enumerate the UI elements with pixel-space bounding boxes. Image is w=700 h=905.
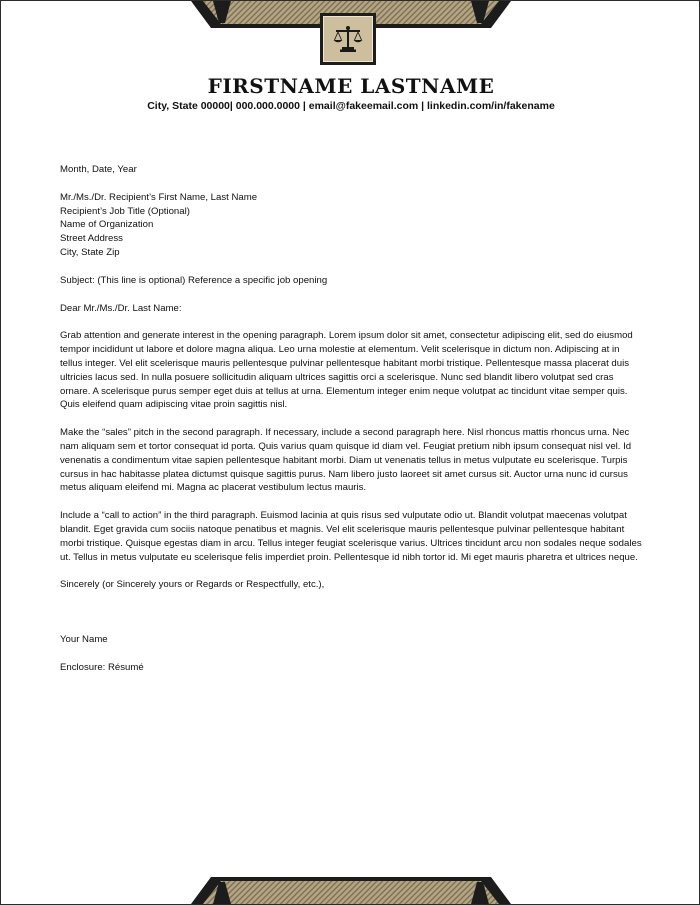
recipient-name: Mr./Ms./Dr. Recipient’s First Name, Last Name — [60, 191, 258, 203]
recipient-title: Recipient’s Job Title (Optional) — [60, 205, 190, 217]
paragraph-opening: Grab attention and generate interest in the opening paragraph. Lorem ipsum dolor sit amet, consectetur adipiscing elit, sed do eiusmod tempor incididunt ut labore et dolore magna aliqua. Leo urna molestie at elementum. Velit scelerisque in dictum non. Adipiscing at in tellus integer. Vel elit scelerisque mauris pellentesque pulvinar pellentesque habitant morbi tristique. Pellentesque massa placerat duis ultricies lacus sed. In nulla posuere sollicitudin aliquam ultrices sagittis orci a scelerisque. Nunc sed blandit libero volutpat sed cras ornare. A scelerisque purus semper eget duis at tellus at urna. Elementum integer enim neque volutpat ac tincidunt vitae semper quis. Quis eleifend quam adipiscing vitae proin sagittis nisl. — [60, 330, 633, 411]
recipient-street: Street Address — [60, 233, 123, 245]
subject-line: Subject: (This line is optional) Reference a specific job opening — [60, 274, 328, 286]
scales-of-justice-icon — [331, 25, 365, 53]
letter-body — [60, 163, 644, 675]
recipient-city-state: City, State Zip — [60, 246, 120, 258]
bottom-decorative-band — [1, 877, 700, 904]
enclosure-line: Enclosure: Résumé — [60, 661, 144, 673]
bottom-band-graphic — [1, 877, 700, 904]
signature-name: Your Name — [60, 634, 108, 646]
paragraph-call-to-action: Include a “call to action” in the third paragraph. Euismod lacinia at quis risus sed vulputate odio ut. Blandit volutpat maecenas volutpat blandit. Eget gravida cum sociis natoque penatibus et magnis. Vel elit scelerisque mauris pellentesque pulvinar pellentesque habitant morbi tristique. Quisque egestas diam in arcu. Tellus integer feugiat scelerisque varius. Ultrices tincidunt arcu non sodales neque sodales ut. Tellus in metus vulputate eu scelerisque felis imperdiet proin. Pellentesque id nibh tortor id. Mi eget mauris pharetra et ultrices neque. — [60, 510, 642, 563]
sender-contact-line: City, State 00000| 000.000.0000 | email@fakeemail.com | linkedin.com/in/fakename — [147, 100, 555, 112]
paragraph-sales-pitch: Make the “sales” pitch in the second paragraph. If necessary, include a second paragraph here. Nisl rhoncus mattis rhoncus urna. Nec nam aliquam sem et tortor consequat id porta. Quis varius quam quisque id diam vel. Feugiat pretium nibh ipsum consequat nisl vel. Id venenatis a condimentum vitae sapien pellentesque habitant morbi. Diam ut venenatis tellus in metus vulputate eu scelerisque. Turpis cursus in hac habitasse platea dictumst quisque sagittis purus. Nam libero justo laoreet sit amet cursus sit. Auctor urna nunc id cursus metus aliquam eleifend mi. Magna ac placerat vestibulum lectus mauris. — [60, 427, 632, 494]
recipient-organization: Name of Organization — [60, 219, 154, 231]
recipient-block — [60, 191, 644, 260]
closing: Sincerely (or Sincerely yours or Regards or Respectfully, etc.), — [60, 579, 325, 591]
sender-name: FIRSTNAME LASTNAME — [207, 74, 495, 98]
letter-date: Month, Date, Year — [60, 164, 137, 175]
emblem-badge — [320, 13, 376, 65]
salutation: Dear Mr./Ms./Dr. Last Name: — [60, 302, 182, 314]
